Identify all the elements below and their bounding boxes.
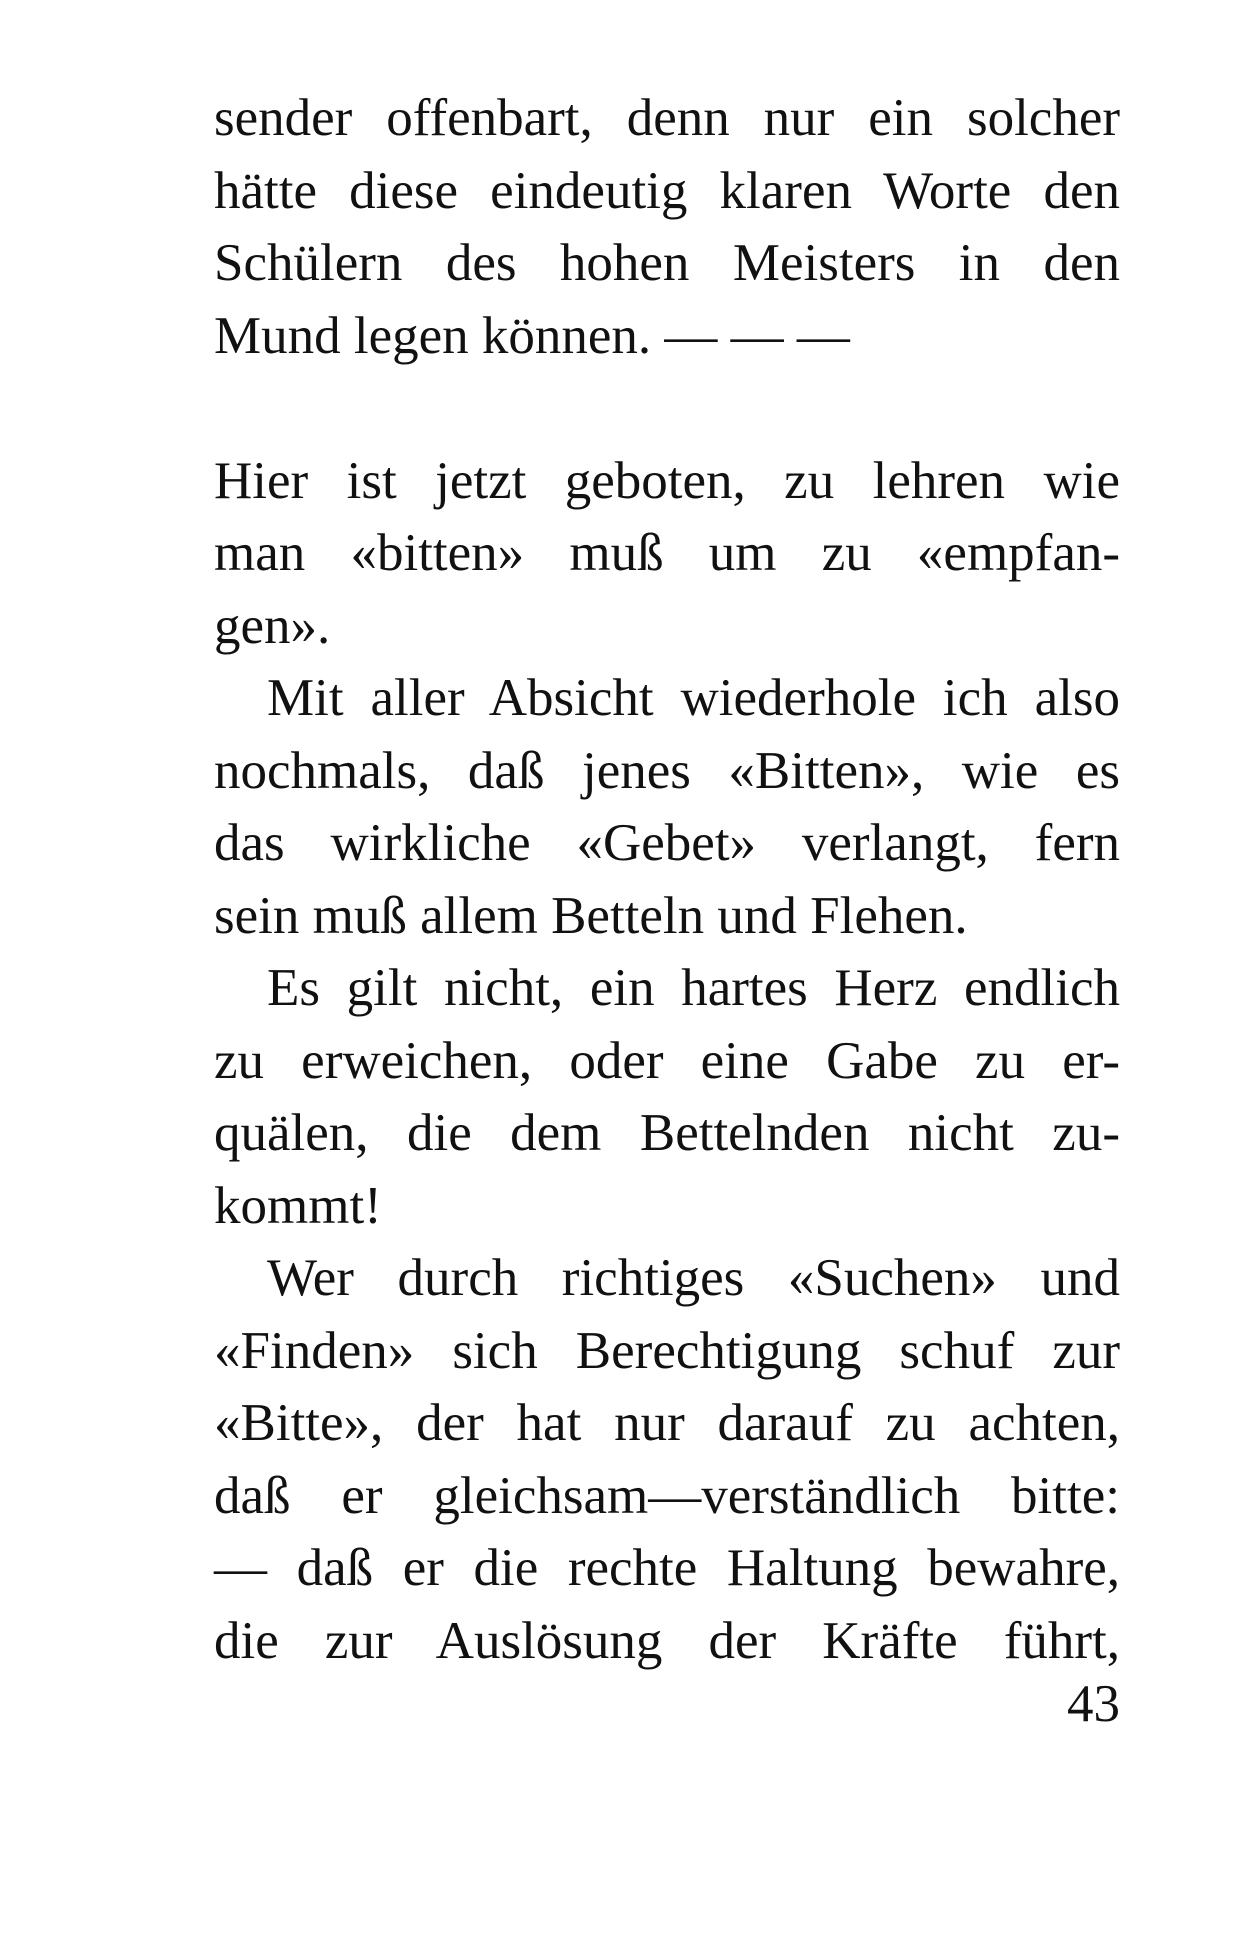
text-line: sender offenbart, denn nur ein solcher [214, 89, 1120, 147]
text-line: Mit aller Absicht wiederhole ich also [267, 669, 1120, 727]
paragraph-gap [214, 372, 1120, 445]
text-line: die zur Auslösung der Kräfte führt, [214, 1611, 1120, 1670]
text-line: Es gilt nicht, ein hartes Herz endlich [267, 959, 1120, 1017]
text-line: — daß er die rechte Haltung bewahre, [214, 1539, 1120, 1597]
text-line: das wirkliche «Gebet» verlangt, fern [214, 814, 1120, 872]
text-line: Schülern des hohen Meisters in den [214, 234, 1120, 292]
text-line: daß er gleichsam—verständlich bitte: [214, 1466, 1120, 1525]
text-line: Hier ist jetzt geboten, zu lehren wie [214, 451, 1120, 510]
body-text [214, 82, 1120, 1677]
text-line: «Bitte», der hat nur darauf zu achten, [214, 1394, 1120, 1452]
text-line: «Finden» sich Berechtigung schuf zur [214, 1321, 1120, 1380]
text-line: zu erweichen, oder eine Gabe zu er- [214, 1031, 1120, 1090]
text-line: hätte diese eindeutig klaren Worte den [214, 161, 1120, 220]
text-line: Mund legen können. — — — [214, 306, 850, 365]
text-line: kommt! [214, 1176, 382, 1235]
text-line: Wer durch richtiges «Suchen» und [267, 1249, 1120, 1307]
text-line: gen». [214, 596, 331, 655]
text-line: man «bitten» muß um zu «empfan- [214, 524, 1120, 582]
text-line: quälen, die dem Bettelnden nicht zu- [214, 1104, 1120, 1162]
text-line: nochmals, daß jenes «Bitten», wie es [214, 741, 1120, 800]
text-line: sein muß allem Betteln und Flehen. [214, 886, 968, 945]
page-number: 43 [1067, 1675, 1120, 1733]
